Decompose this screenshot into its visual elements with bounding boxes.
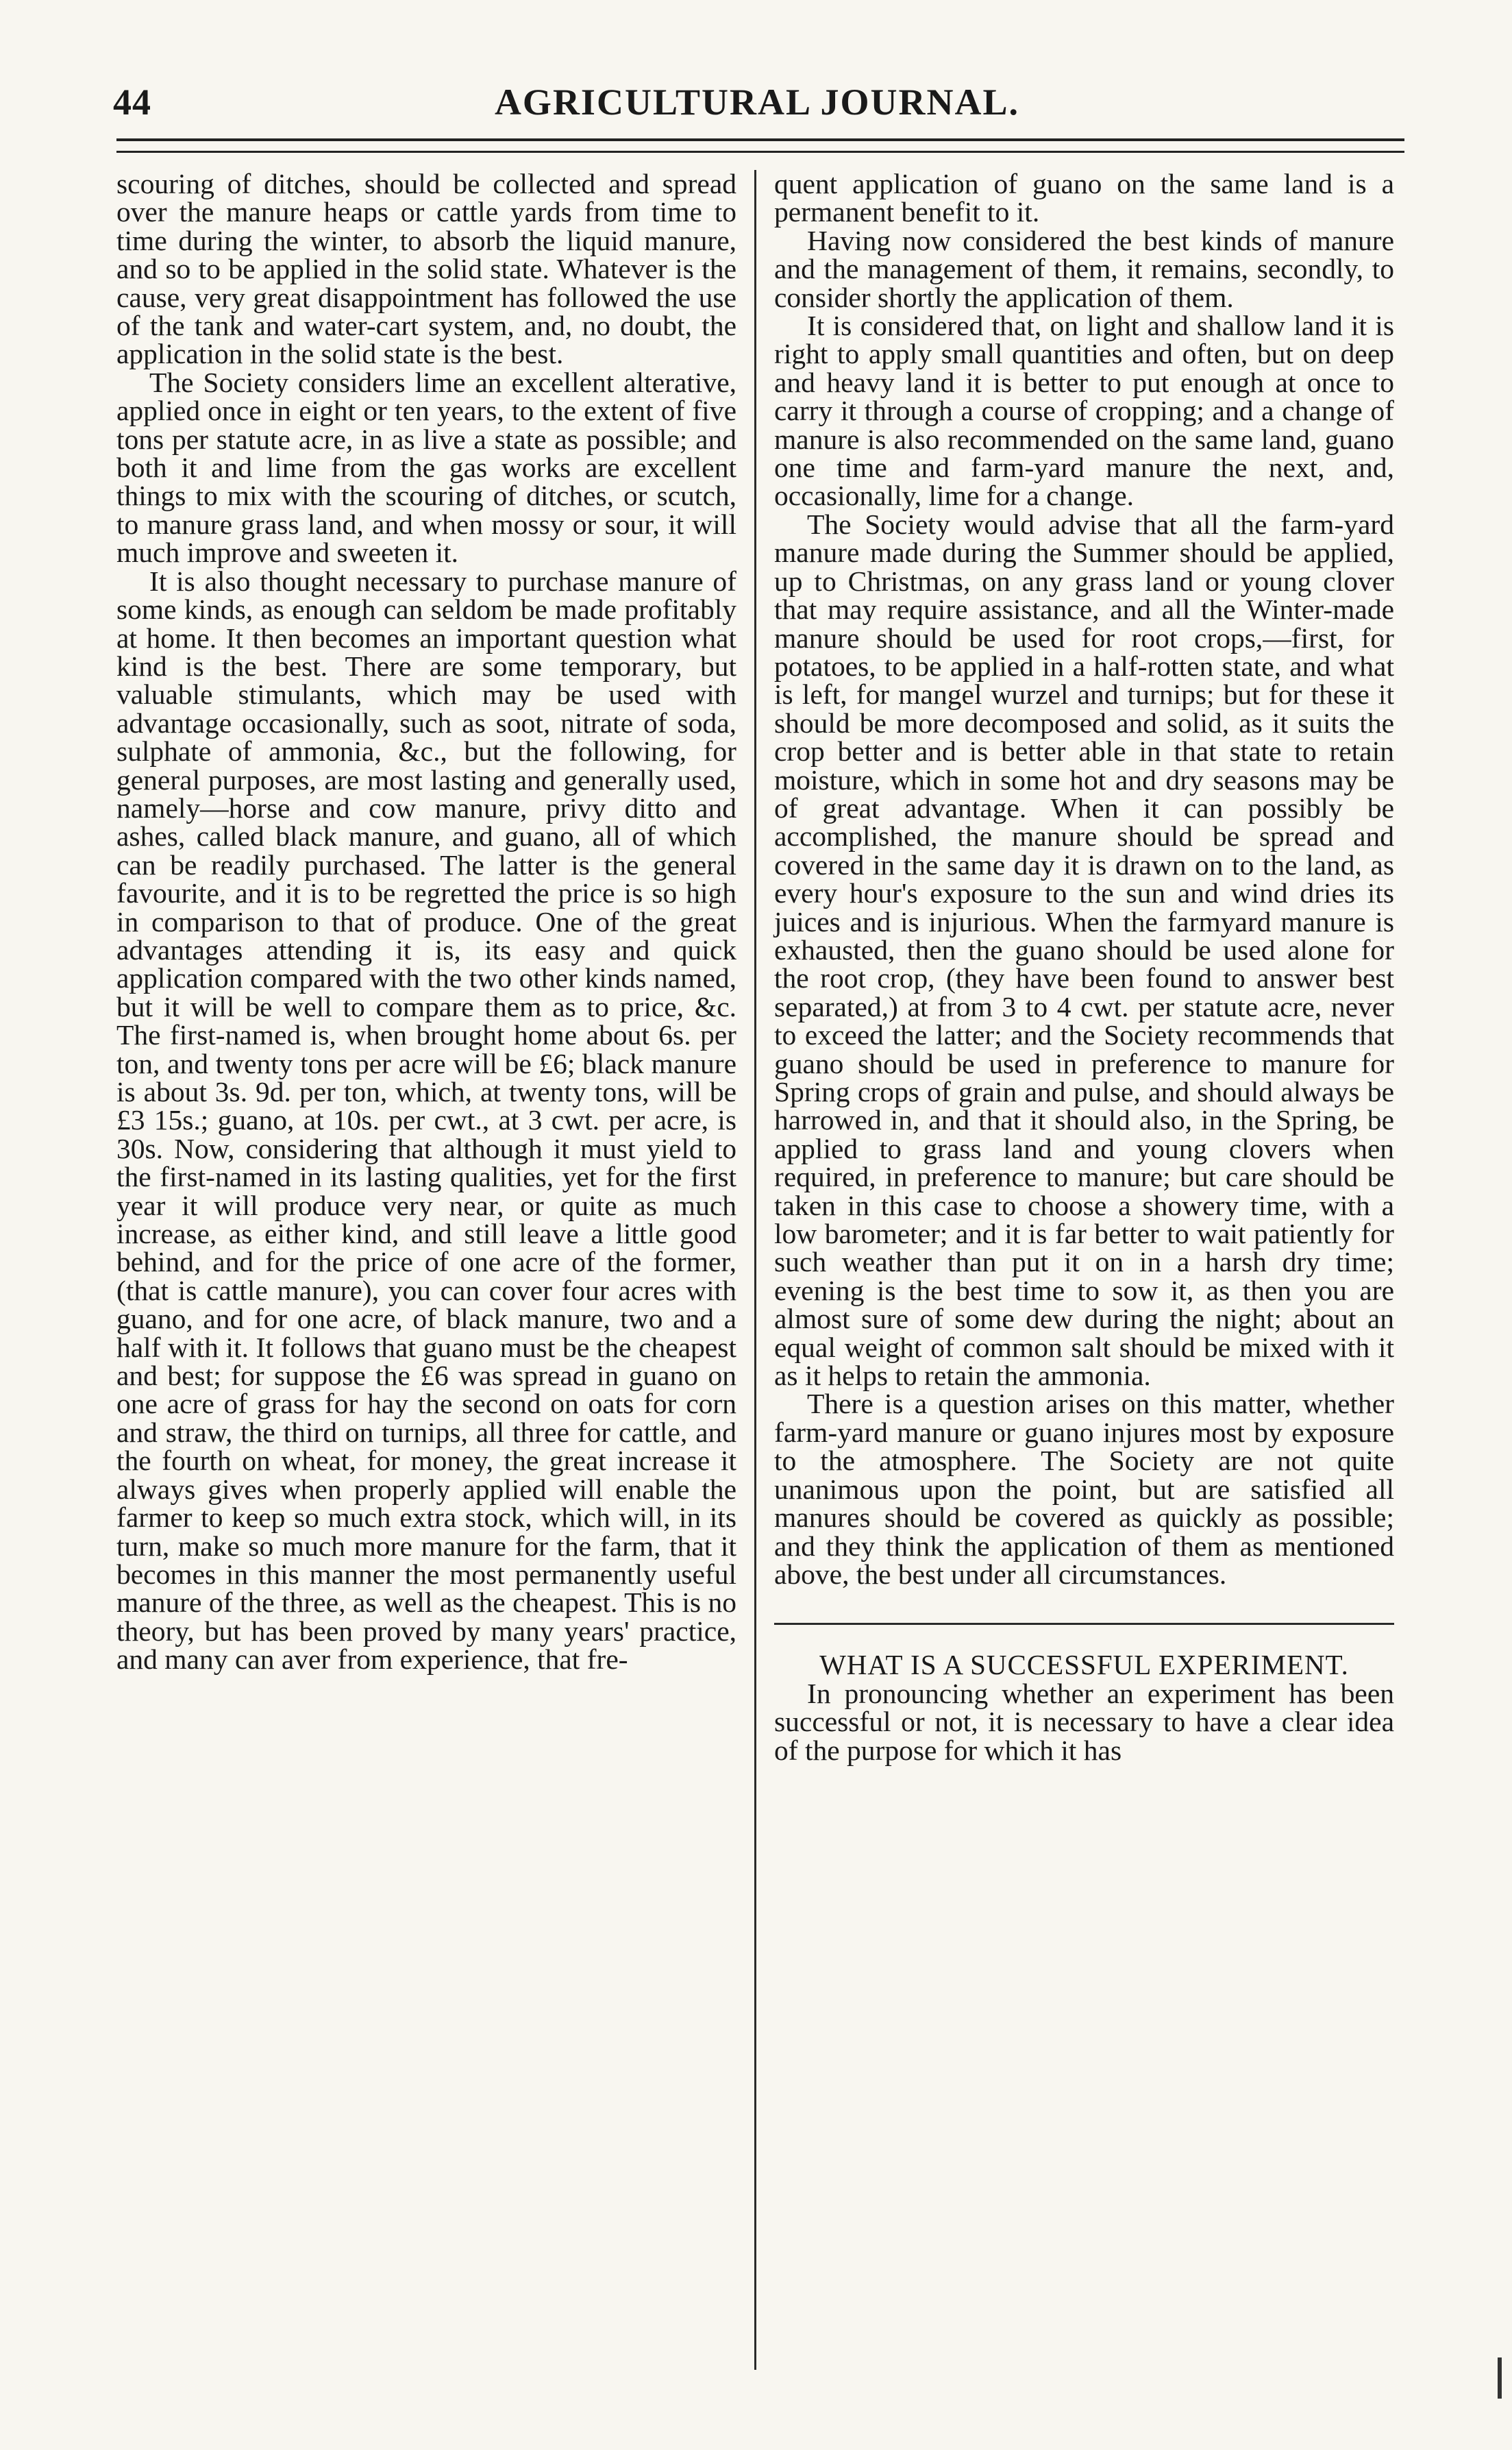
paragraph: In pronouncing whether an experiment has been successful or not, it is necessary to have a clear idea of the purpose for which it has xyxy=(774,1677,1394,1766)
margin-mark xyxy=(1498,2357,1502,2399)
page-number: 44 xyxy=(113,82,151,123)
paragraph: There is a question arises on this matter, whether farm-yard manure or guano injures most by exposure to the atmosphere. The Society are not quite unanimous upon the point, but are satisfied all manures should be covered as quickly as possible; and they think the application of them as mentioned above, the best under all circumstances. xyxy=(774,1388,1394,1590)
section-divider-rule xyxy=(774,1623,1394,1625)
paragraph: scouring of ditches, should be collected and spread over the manure heaps or cattle yards from time to time during the winter, to absorb the liquid manure, and so to be applied in the solid state. Whatever is the cause, very great disappointment has followed the use of the tank and water-cart system, and, no doubt, the application in the solid state is the best. xyxy=(116,168,736,370)
running-title: AGRICULTURAL JOURNAL. xyxy=(494,82,1020,123)
paragraph: It is also thought necessary to purchase manure of some kinds, as enough can seldom be made profitably at home. It then becomes an important question what kind is the best. There are some temporary, but valuable stimulants, which may be used with advantage occasionally, such as soot, nitrate of soda, sulphate of ammonia, &c., but the following, for general purposes, are most lasting and generally used, namely—horse and cow manure, privy ditto and ashes, called black manure, and guano, all of which can be readily purchased. The latter is the general favourite, and it is to be regretted the price is so high in comparison to that of produce. One of the great advantages attending it is, its easy and quick application compared with the two other kinds named, but it will be well to compare them as to price, &c. The first-named is, when brought home about 6s. per ton, and twenty tons per acre will be £6; black manure is about 3s. 9d. per ton, which, at twenty tons, will be £3 15s.; guano, at 10s. per cwt., at 3 cwt. per acre, is 30s. Now, considering that although it must yield to the first-named in its lasting qualities, yet for the first year it will produce very near, or quite as much increase, as either kind, and still leave a little good behind, and for the price of one acre of the former, (that is cattle manure), you can cover four acres with guano, and for one acre, of black manure, two and a half with it. It follows that guano must be the cheapest and best; for suppose the £6 was spread in guano on one acre of grass for hay the second on oats for corn and straw, the third on turnips, all three for cattle, and the fourth on wheat, for money, the great increase it always gives when properly applied will enable the farmer to keep so much extra stock, which will, in its turn, make so much more manure for the farm, that it becomes in this manner the most permanently useful manure of the three, as well as the cheapest. This is no theory, but has been proved by many years' practice, and many can aver from experience, that fre- xyxy=(116,565,736,1676)
header-double-rule xyxy=(116,138,1404,153)
paragraph: The Society would advise that all the farm-yard manure made during the Summer should be applied, up to Christmas, on any grass land or young clover that may require assistance, and all the Winter-made manure should be used for root crops,—first, for potatoes, to be applied in a half-rotten state, and what is left, for mangel wurzel and turnips; but for these it should be more decomposed and solid, as it suits the crop better and is better able in that state to retain moisture, which in some hot and dry seasons may be of great advantage. When it can possibly be accomplished, the manure should be spread and covered in the same day it is drawn on to the land, as every hour's exposure to the sun and wind dries its juices and is injurious. When the farmyard manure is exhausted, then the guano should be used alone for the root crop, (they have been found to answer best separated,) at from 3 to 4 cwt. per statute acre, never to exceed the latter; and the Society recommends that guano should be used in preference to manure for Spring crops of grain and pulse, and should always be harrowed in, and that it should also, in the Spring, be applied to grass land and young clovers when required, in preference to manure; but care should be taken in this case to choose a showery time, with a low barometer; and it is far better to wait patiently for such weather than put it on in a harsh dry time; evening is the best time to sow it, as then you are almost sure of some dew during the night; about an equal weight of common salt should be mixed with it as it helps to retain the ammonia. xyxy=(774,508,1394,1392)
section-heading: WHAT IS A SUCCESSFUL EXPERIMENT. xyxy=(819,1649,1349,1681)
paragraph: quent application of guano on the same land is a permanent benefit to it. xyxy=(774,168,1394,228)
paragraph: Having now considered the best kinds of manure and the management of them, it remains, secondly, to consider shortly the application of them. xyxy=(774,224,1394,313)
right-column xyxy=(774,170,1394,1765)
column-divider xyxy=(754,170,756,2370)
paragraph: It is considered that, on light and shallow land it is right to apply small quantities and often, but on deep and heavy land it is better to put enough at once to carry it through a course of cropping; and a change of manure is also recommended on the same land, guano one time and farm-yard manure the next, and, occasionally, lime for a change. xyxy=(774,310,1394,512)
left-column xyxy=(116,170,736,1674)
page-header xyxy=(113,81,1401,136)
paragraph: The Society considers lime an excellent alterative, applied once in eight or ten years, to the extent of five tons per statute acre, in as live a state as possible; and both it and lime from the gas works are excellent things to mix with the scouring of ditches, or scutch, to manure grass land, and when mossy or sour, it will much improve and sweeten it. xyxy=(116,366,736,569)
